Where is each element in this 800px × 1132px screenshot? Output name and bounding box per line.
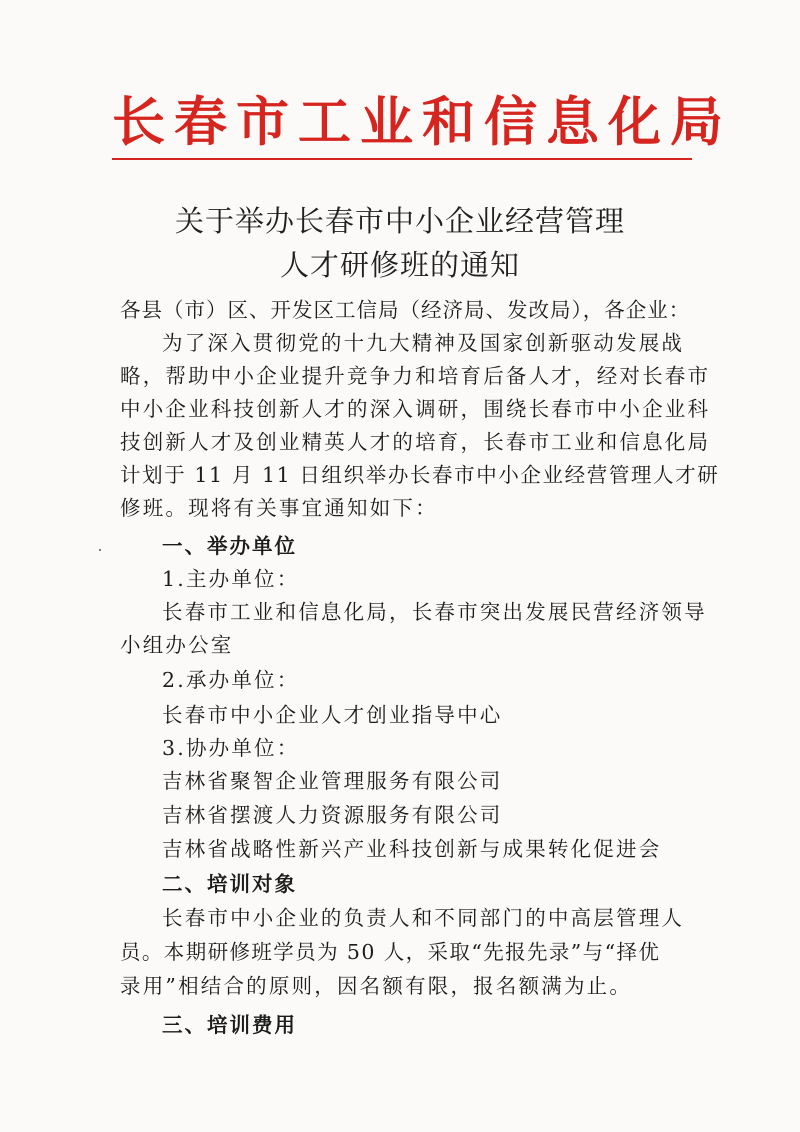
intro-line: 修班。现将有关事宜通知如下： — [120, 496, 438, 520]
document-title-line-2: 人才研修班的通知 — [279, 248, 520, 282]
co-organizer-label: 3.协办单位： — [162, 736, 300, 760]
section2-line: 长春市中小企业的负责人和不同部门的中高层管理人 — [162, 906, 685, 930]
co-organizer-item: 吉林省聚智企业管理服务有限公司 — [162, 769, 503, 793]
host-line: 长春市工业和信息化局，长春市突出发展民营经济领导 — [162, 600, 707, 624]
co-organizer-item: 吉林省摆渡人力资源服务有限公司 — [162, 803, 503, 827]
letterhead-divider — [112, 158, 692, 160]
intro-line: 计划于 11 月 11 日组织举办长春市中小企业经营管理人才研 — [120, 463, 720, 487]
intro-line: 中小企业科技创新人才的深入调研，围绕长春市中小企业科 — [120, 397, 711, 421]
intro-line: 略，帮助中小企业提升竞争力和培育后备人才，经对长春市 — [120, 364, 711, 388]
section-heading-3: 三、培训费用 — [162, 1013, 297, 1037]
host-label: 1.主办单位： — [162, 567, 300, 591]
organizer-name: 长春市中小企业人才创业指导中心 — [162, 703, 503, 727]
section2-line: 录用”相结合的原则，因名额有限，报名额满为止。 — [120, 974, 633, 998]
section-heading-1: 一、举办单位 — [162, 534, 297, 558]
letterhead-title: 长春市工业和信息化局 — [112, 91, 732, 153]
host-line: 小组办公室 — [120, 633, 234, 657]
salutation: 各县（市）区、开发区工信局（经济局、发改局），各企业： — [120, 298, 691, 322]
document-title-line-1: 关于举办长春市中小企业经营管理 — [174, 204, 625, 238]
intro-line: 为了深入贯彻党的十九大精神及国家创新驱动发展战 — [162, 331, 685, 355]
intro-line: 技创新人才及创业精英人才的培育，长春市工业和信息化局 — [120, 430, 711, 454]
scan-speck — [99, 549, 101, 551]
section-heading-2: 二、培训对象 — [162, 872, 297, 896]
organizer-label: 2.承办单位： — [162, 668, 300, 692]
section2-line: 员。本期研修班学员为 50 人，采取“先报先录”与“择优 — [120, 940, 661, 964]
co-organizer-item: 吉林省战略性新兴产业科技创新与成果转化促进会 — [162, 837, 662, 861]
